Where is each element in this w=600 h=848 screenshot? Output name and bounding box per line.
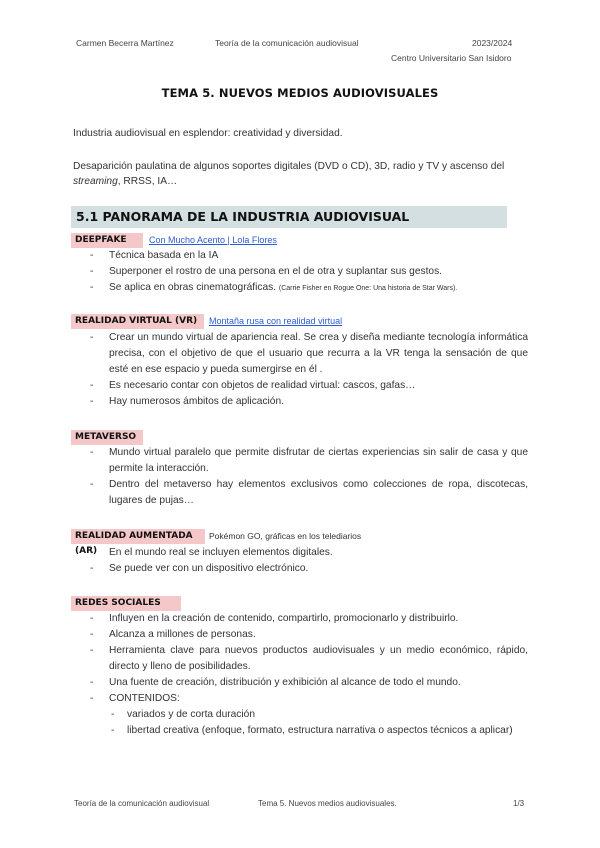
list-item: - Hay numerosos ámbitos de aplicación. bbox=[88, 394, 528, 410]
list-item: - Superponer el rostro de una persona en el de otra y suplantar sus gestos. bbox=[88, 264, 528, 280]
footer-topic: Tema 5. Nuevos medios audiovisuales. bbox=[258, 799, 397, 808]
sub-list-item: - variados y de corta duración bbox=[109, 707, 528, 723]
ar-examples-note: Pokémon GO, gráficas en los telediarios bbox=[209, 531, 362, 541]
header-author: Carmen Becerra Martínez bbox=[76, 38, 174, 48]
list-item: - En el mundo real se incluyen elementos digitales. bbox=[88, 545, 528, 561]
deepfake-bullets bbox=[88, 248, 528, 297]
topic-tag-redes-sociales: REDES SOCIALES bbox=[71, 596, 181, 611]
topic-tag-vr: REALIDAD VIRTUAL (VR) bbox=[71, 314, 204, 329]
list-item: - Técnica basada en la IA bbox=[88, 248, 528, 264]
vr-bullets bbox=[88, 330, 528, 410]
redes-bullets bbox=[88, 611, 528, 739]
header-year: 2023/2024 bbox=[472, 38, 513, 48]
list-item: - Crear un mundo virtual de apariencia real. Se crea y diseña mediante tecnología informática precisa, con el objetivo de que el usuario que recurra a la VR tenga la sensación de que esté en ese espacio y pueda sumergirse en él . bbox=[88, 330, 528, 378]
page-title: TEMA 5. NUEVOS MEDIOS AUDIOVISUALES bbox=[161, 86, 439, 100]
footer-page-number: 1/3 bbox=[513, 799, 525, 808]
intro-paragraph-2 bbox=[73, 159, 528, 189]
list-item: - Mundo virtual paralelo que permite disfrutar de ciertas experiencias sin salir de casa y que permite la interacción. bbox=[88, 445, 528, 477]
list-item: - Dentro del metaverso hay elementos exclusivos como colecciones de ropa, discotecas, lugares de pujas… bbox=[88, 477, 528, 509]
ar-bullets bbox=[88, 545, 528, 577]
section-heading: 5.1 PANORAMA DE LA INDUSTRIA AUDIOVISUAL bbox=[71, 206, 507, 228]
list-item: - Influyen en la creación de contenido, compartirlo, promocionarlo y distribuirlo. bbox=[88, 611, 528, 627]
topic-tag-deepfake: DEEPFAKE bbox=[71, 233, 143, 248]
bullet-note bbox=[279, 285, 457, 292]
header-course: Teoría de la comunicación audiovisual bbox=[215, 38, 359, 48]
metaverso-bullets bbox=[88, 445, 528, 509]
list-item: - Una fuente de creación, distribución y exhibición al alcance de todo el mundo. bbox=[88, 675, 528, 691]
list-item: - Es necesario contar con objetos de realidad virtual: cascos, gafas… bbox=[88, 378, 528, 394]
sub-list-item: - libertad creativa (enfoque, formato, estructura narrativa o aspectos técnicos a aplicar) bbox=[109, 723, 528, 739]
list-item bbox=[88, 691, 528, 739]
header-institution: Centro Universitario San Isidoro bbox=[391, 53, 512, 63]
intro-text-end: , RRSS, IA… bbox=[117, 176, 178, 187]
topic-tag-metaverso: METAVERSO bbox=[71, 430, 143, 445]
bullet-text: Se aplica en obras cinematográficas. bbox=[109, 282, 277, 293]
list-item: - Se puede ver con un dispositivo electrónico. bbox=[88, 561, 528, 577]
note-film: Rogue One: Una historia de Star Wars bbox=[333, 285, 453, 292]
note-end: ). bbox=[452, 285, 458, 292]
note-text: (Carrie Fisher en bbox=[278, 285, 334, 292]
link-montana-rusa[interactable]: Montaña rusa con realidad virtual bbox=[209, 316, 343, 326]
intro-text: Desaparición paulatina de algunos soportes digitales (DVD o CD), 3D, radio y TV y ascenso del bbox=[73, 161, 505, 172]
footer-course: Teoría de la comunicación audiovisual bbox=[74, 799, 210, 808]
list-item: - Alcanza a millones de personas. bbox=[88, 627, 528, 643]
link-con-mucho-acento[interactable]: Con Mucho Acento | Lola Flores bbox=[149, 235, 277, 245]
topic-tag-ar: REALIDAD AUMENTADA (AR) bbox=[71, 529, 205, 544]
intro-emphasis: streaming bbox=[73, 176, 118, 187]
list-item: - Herramienta clave para nuevos productos audiovisuales y un medio económico, rápido, directo y lleno de posibilidades. bbox=[88, 643, 528, 675]
contenidos-sub-bullets bbox=[109, 707, 528, 739]
list-item bbox=[88, 280, 528, 297]
bullet-text: CONTENIDOS: bbox=[109, 693, 180, 704]
intro-paragraph-1: Industria audiovisual en esplendor: creatividad y diversidad. bbox=[73, 128, 343, 139]
